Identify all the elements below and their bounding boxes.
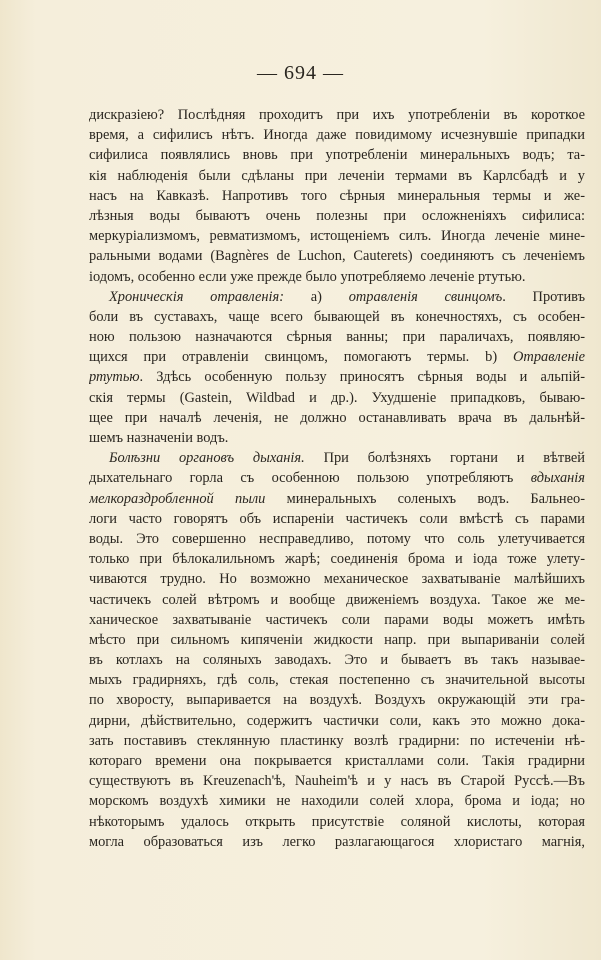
text-line bbox=[89, 408, 585, 428]
text-span: частичекъ солей вѣтромъ и вообще движенiемъ воздуха. Такое же ме- bbox=[89, 591, 585, 608]
text-span: мѣсто при сильномъ кипяченiи жидкости напр. при выпариванiи солей bbox=[89, 631, 585, 648]
text-line bbox=[89, 650, 585, 670]
text-span: . Здѣсь особенную пользу приносятъ сѣрныя воды и альпiй- bbox=[139, 369, 585, 386]
page-number: — 694 — bbox=[257, 62, 344, 84]
text-span: При болѣзняхъ гортани и вѣтвей bbox=[304, 450, 585, 467]
italic-span: отравленiя свинцомъ bbox=[348, 288, 503, 305]
text-line bbox=[89, 569, 585, 589]
text-span: по хворосту, выпаривается на воздухѣ. Воздухъ окружающiй эти гра- bbox=[89, 692, 585, 709]
text-line bbox=[89, 226, 585, 246]
text-line bbox=[89, 489, 585, 509]
text-span: ральными водами (Bagnères de Luchon, Cauterets) соединяютъ съ леченiемъ bbox=[89, 248, 585, 265]
text-line bbox=[89, 791, 585, 811]
text-span: въ котлахъ на соляныхъ заводахъ. Это и бываетъ въ такъ называе- bbox=[89, 652, 585, 669]
text-line bbox=[89, 468, 585, 488]
text-line bbox=[89, 670, 585, 690]
text-line bbox=[89, 206, 585, 226]
text-span: дискразiею? Послѣдняя проходитъ при ихъ употребленiи въ короткое bbox=[89, 107, 585, 123]
text-span: мыхъ градирняхъ, гдѣ соль, стекая постепенно съ значительной высоты bbox=[89, 672, 585, 689]
text-line bbox=[89, 428, 585, 448]
text-span: воды. Это совершенно несправедливо, потому что соль улетучивается bbox=[89, 530, 585, 547]
text-line bbox=[89, 105, 585, 125]
text-line bbox=[89, 731, 585, 751]
text-span: ханическое захватыванiе частичекъ соли парами воды можетъ имѣть bbox=[89, 611, 585, 628]
text-span: дирни, дѣйствительно, содержитъ частички соли, какъ это можно дока- bbox=[89, 712, 585, 729]
text-line bbox=[89, 751, 585, 771]
text-line bbox=[89, 448, 585, 468]
italic-span: вдыханiя bbox=[530, 470, 585, 487]
text-line bbox=[89, 812, 585, 832]
text-span: существуютъ въ Kreuzenach'ѣ, Nauheim'ѣ и у насъ въ Старой Руссѣ.—Въ bbox=[89, 773, 585, 790]
text-span: шемъ назначенiи водъ. bbox=[89, 430, 229, 446]
text-line bbox=[89, 549, 585, 569]
italic-span: Отравленiе bbox=[513, 349, 585, 366]
text-span: только при бѣлокалильномъ жарѣ; соединенiя брома и iода тоже улету- bbox=[89, 551, 585, 568]
text-span: кiя наблюденiя были сдѣланы при леченiи термами въ Карлсбадѣ и у bbox=[89, 167, 585, 184]
text-span: ною пользою назначаются сѣрныя ванны; при параличахъ, появляю- bbox=[89, 329, 585, 346]
text-span: скiя термы (Gastein, Wildbad и др.). Ухудшенiе припадковъ, бываю- bbox=[89, 389, 585, 406]
text-span: время, а сифилисъ нѣтъ. Иногда даже повидимому исчезнувшiе припадки bbox=[89, 127, 585, 144]
text-line bbox=[89, 246, 585, 266]
italic-span: ртутью bbox=[89, 369, 140, 386]
text-line bbox=[89, 327, 585, 347]
text-line bbox=[89, 832, 585, 852]
text-line bbox=[89, 509, 585, 529]
text-span: котораго времени она покрывается кристаллами соли. Такiя градирни bbox=[89, 753, 585, 769]
text-line bbox=[89, 771, 585, 791]
text-line bbox=[89, 388, 585, 408]
text-span: iодомъ, особенно если уже прежде было употребляемо леченiе ртутью. bbox=[89, 268, 526, 285]
text-line bbox=[89, 166, 585, 186]
text-span: боли въ суставахъ, чаще всего бывающей въ конечностяхъ, съ особен- bbox=[89, 308, 585, 325]
text-line bbox=[89, 529, 585, 549]
text-line bbox=[89, 590, 585, 610]
body-text bbox=[89, 105, 585, 852]
text-line bbox=[89, 610, 585, 630]
text-line bbox=[89, 267, 585, 287]
italic-span: Болѣзни органовъ дыханiя. bbox=[109, 450, 305, 467]
text-span: а) bbox=[284, 288, 349, 305]
text-line bbox=[89, 367, 585, 387]
text-span: минеральныхъ соленыхъ водъ. Бальнео- bbox=[265, 490, 585, 507]
text-span: чиваются трудно. Но возможно механическое захватыванiе малѣйшихъ bbox=[89, 571, 585, 588]
italic-span: Хроническiя отравленiя: bbox=[109, 288, 285, 305]
text-line bbox=[89, 145, 585, 165]
text-span: щее при началѣ леченiя, не должно останавливать врача въ дальнѣй- bbox=[89, 409, 585, 426]
text-line bbox=[89, 690, 585, 710]
italic-span: мелкораздробленной пыли bbox=[89, 490, 266, 507]
text-line bbox=[89, 287, 585, 307]
text-span: лѣзныя воды бываютъ очень полезны при осложненiяхъ сифилиса: bbox=[89, 207, 585, 224]
text-line bbox=[89, 125, 585, 145]
text-span: меркурiализмомъ, ревматизмомъ, истощенiемъ силъ. Иногда леченiе мине- bbox=[89, 228, 585, 245]
text-line bbox=[89, 347, 585, 367]
text-span: насъ на Кавказѣ. Напротивъ того сѣрныя минеральныя термы и же- bbox=[89, 187, 585, 204]
text-span: морскомъ воздухѣ химики не находили солей хлора, брома и iода; но bbox=[89, 793, 585, 810]
text-span: могла образоваться изъ легко разлагающагося хлористаго магнiя, bbox=[89, 833, 585, 850]
text-line bbox=[89, 711, 585, 731]
text-span: логи часто говорятъ объ испаренiи частичекъ соли вмѣстѣ съ парами bbox=[89, 510, 585, 527]
text-line bbox=[89, 307, 585, 327]
text-span: . Противъ bbox=[502, 288, 585, 305]
text-span: щихся при отравленiи свинцомъ, помогаютъ термы. b) bbox=[89, 349, 514, 366]
text-line bbox=[89, 630, 585, 650]
text-span: дыхательнаго горла съ особенною пользою употребляютъ bbox=[89, 470, 531, 487]
text-span: нѣкоторымъ удалось открыть присутствiе соляной кислоты, которая bbox=[89, 813, 585, 830]
text-line bbox=[89, 186, 585, 206]
text-span: зать поставивъ стеклянную пластинку возлѣ градирни: по истеченiи нѣ- bbox=[89, 732, 585, 749]
text-span: сифилиса появлялись вновь при употребленiи минеральныхъ водъ; та- bbox=[89, 147, 585, 164]
